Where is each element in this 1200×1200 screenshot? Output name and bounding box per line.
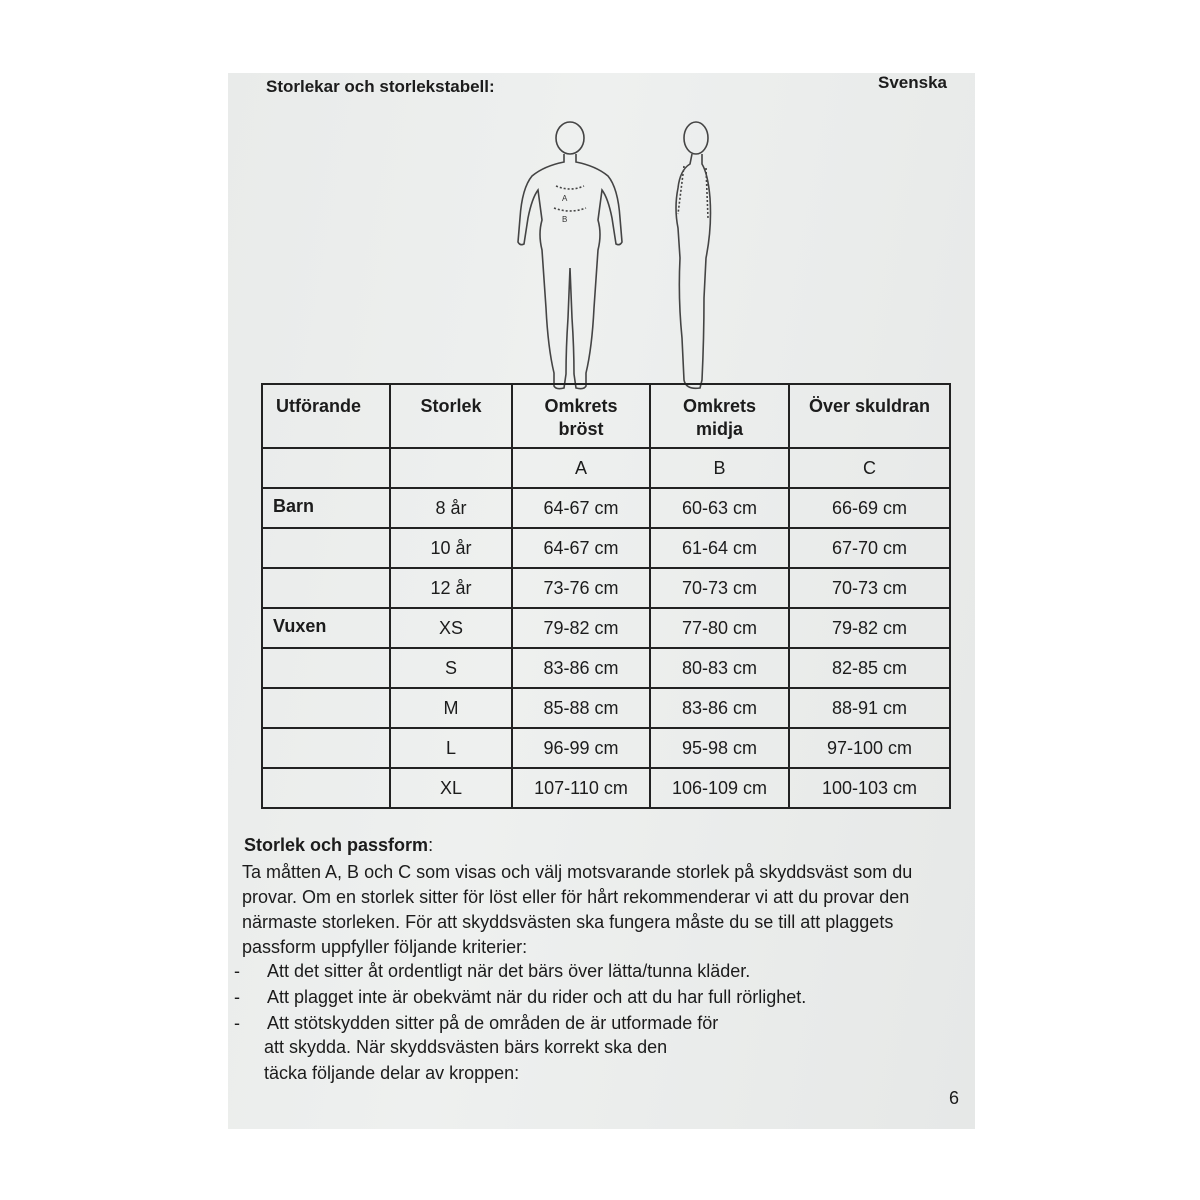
- table-cell: 95-98 cm: [650, 728, 789, 768]
- table-cell: 79-82 cm: [789, 608, 950, 648]
- table-cell: L: [390, 728, 512, 768]
- table-cell: [262, 448, 390, 488]
- manual-page: [228, 73, 975, 1129]
- table-cell: Barn: [262, 488, 390, 528]
- size-table: [261, 383, 951, 809]
- table-cell: Vuxen: [262, 608, 390, 648]
- table-cell: 80-83 cm: [650, 648, 789, 688]
- table-cell: 60-63 cm: [650, 488, 789, 528]
- table-cell: XL: [390, 768, 512, 808]
- table-cell: 64-67 cm: [512, 528, 650, 568]
- table-cell: 107-110 cm: [512, 768, 650, 808]
- fit-criteria-continuation: [264, 1034, 864, 1086]
- list-item-text: Att det sitter åt ordentligt när det bärs över lätta/tunna kläder.: [267, 961, 751, 981]
- table-cell: S: [390, 648, 512, 688]
- table-cell: 106-109 cm: [650, 768, 789, 808]
- table-cell: B: [650, 448, 789, 488]
- measure-label-b: B: [562, 215, 568, 224]
- table-cell: 85-88 cm: [512, 688, 650, 728]
- table-cell: 70-73 cm: [650, 568, 789, 608]
- table-cell: 61-64 cm: [650, 528, 789, 568]
- table-header-row: [262, 384, 950, 448]
- bullet-dash: -: [234, 1013, 240, 1033]
- measure-code-row: [262, 448, 950, 488]
- table-cell: [262, 688, 390, 728]
- page-heading: Storlekar och storlekstabell:: [266, 77, 495, 96]
- bullet-dash: -: [234, 987, 240, 1007]
- table-row: [262, 728, 950, 768]
- fit-section-title-text: Storlek och passform: [244, 835, 429, 855]
- list-item-text: Att plagget inte är obekvämt när du rider och att du har full rörlighet.: [267, 987, 807, 1007]
- table-cell: 70-73 cm: [789, 568, 950, 608]
- list-item: [234, 1010, 934, 1036]
- continuation-line: att skydda. När skyddsvästen bärs korrekt ska den: [264, 1037, 668, 1057]
- side-body-outline: [676, 122, 711, 388]
- table-row: [262, 648, 950, 688]
- page-number: 6: [948, 1088, 959, 1108]
- fit-instructions-paragraph: Ta måtten A, B och C som visas och välj motsvarande storlek på skyddsväst som du provar. Om en storlek sitter för löst eller för hårt rekommenderar vi att du provar den närmaste storleken. För att skyddsvästen ska fungera måste du se till att plaggets passform uppfyller följande kriterier:: [242, 862, 913, 957]
- table-cell: [390, 448, 512, 488]
- table-cell: A: [512, 448, 650, 488]
- table-row: [262, 528, 950, 568]
- front-body-outline: [518, 122, 622, 389]
- body-measurement-figures: [508, 118, 748, 418]
- list-item-text: Att stötskydden sitter på de områden de är utformade för: [267, 1013, 719, 1033]
- table-row: [262, 568, 950, 608]
- column-header-variant: Utförande: [262, 384, 390, 448]
- language-label: Svenska: [878, 73, 947, 92]
- table-row: [262, 688, 950, 728]
- table-cell: XS: [390, 608, 512, 648]
- list-item: [234, 958, 934, 984]
- table-cell: 66-69 cm: [789, 488, 950, 528]
- column-header-size: Storlek: [390, 384, 512, 448]
- column-header-waist: Omkrets midja: [650, 384, 789, 448]
- table-cell: [262, 568, 390, 608]
- table-row: [262, 608, 950, 648]
- fit-section-title: [244, 835, 433, 856]
- bullet-dash: -: [234, 961, 240, 981]
- fit-section-title-colon: :: [428, 835, 434, 855]
- table-cell: 100-103 cm: [789, 768, 950, 808]
- table-cell: [262, 528, 390, 568]
- table-cell: 67-70 cm: [789, 528, 950, 568]
- table-cell: 79-82 cm: [512, 608, 650, 648]
- table-cell: [262, 768, 390, 808]
- table-cell: 83-86 cm: [512, 648, 650, 688]
- table-row: [262, 768, 950, 808]
- column-header-shoulder: Över skuldran: [789, 384, 950, 448]
- table-cell: 96-99 cm: [512, 728, 650, 768]
- column-header-chest: Omkrets bröst: [512, 384, 650, 448]
- table-cell: 73-76 cm: [512, 568, 650, 608]
- measure-label-a: A: [562, 194, 568, 203]
- table-cell: 82-85 cm: [789, 648, 950, 688]
- table-cell: 10 år: [390, 528, 512, 568]
- table-cell: 97-100 cm: [789, 728, 950, 768]
- table-cell: 12 år: [390, 568, 512, 608]
- continuation-line: täcka följande delar av kroppen:: [264, 1063, 520, 1083]
- table-cell: 77-80 cm: [650, 608, 789, 648]
- table-cell: C: [789, 448, 950, 488]
- table-cell: 83-86 cm: [650, 688, 789, 728]
- table-cell: [262, 728, 390, 768]
- list-item: [234, 984, 934, 1010]
- table-cell: 64-67 cm: [512, 488, 650, 528]
- fit-criteria-list: [234, 958, 934, 1036]
- table-cell: [262, 648, 390, 688]
- table-cell: 8 år: [390, 488, 512, 528]
- table-cell: 88-91 cm: [789, 688, 950, 728]
- table-row: [262, 488, 950, 528]
- table-cell: M: [390, 688, 512, 728]
